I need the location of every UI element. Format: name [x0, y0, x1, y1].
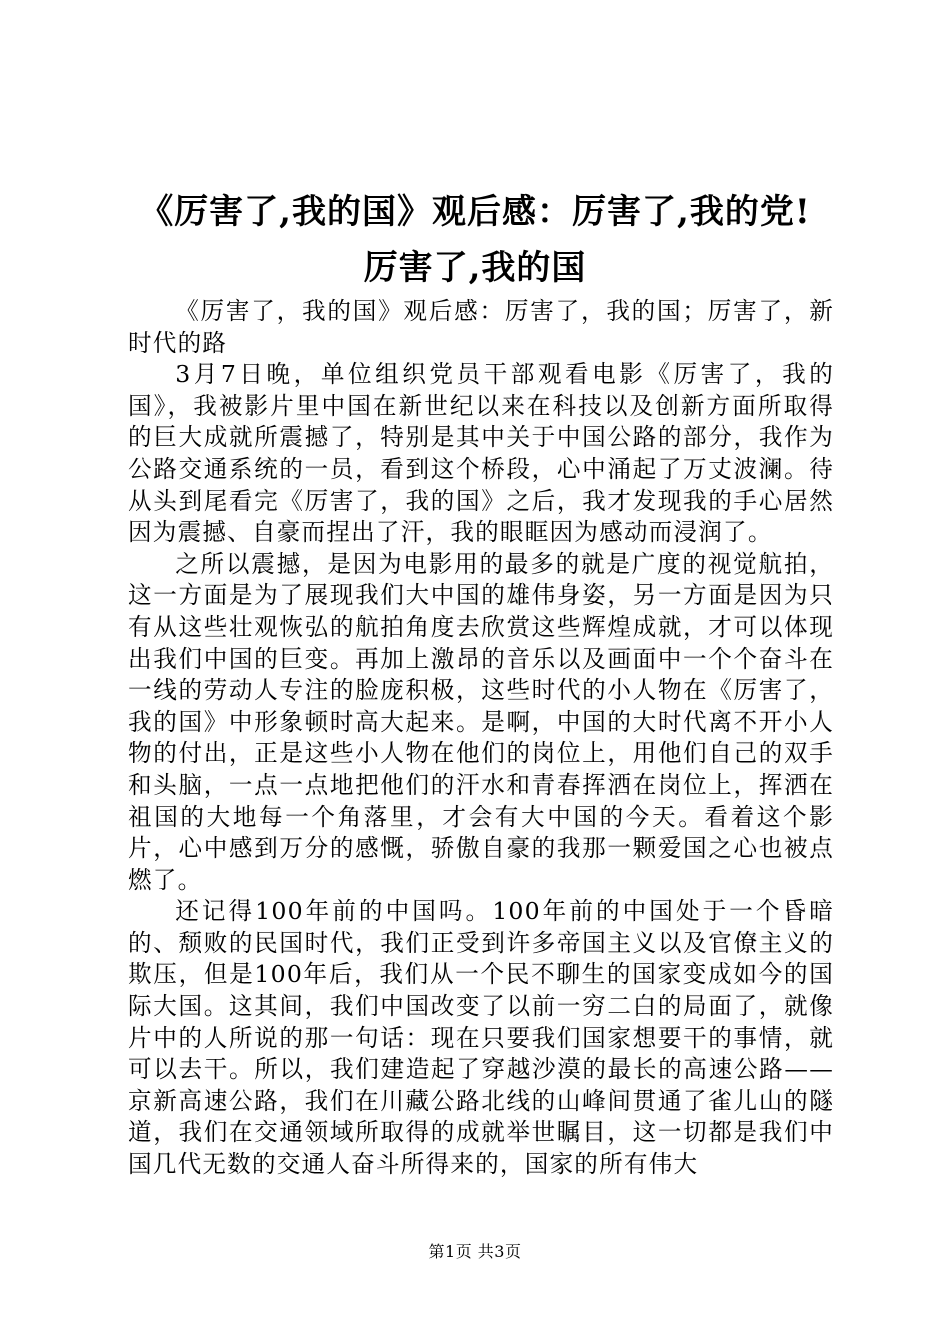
document-body [128, 296, 834, 1181]
document-title-line-2: 厉害了,我的国 [363, 248, 587, 288]
paragraph-1: 《厉害了，我的国》观后感：厉害了，我的国；厉害了，新时代的路 [128, 297, 834, 357]
paragraph-4: 还记得100年前的中国吗。100年前的中国处于一个昏暗的、颓败的民国时代，我们正受到许多帝国主义以及官僚主义的欺压，但是100年后，我们从一个民不聊生的国家变成如今的国际大国。这其间，我们中国改变了以前一穷二白的局面了，就像片中的人所说的那一句话：现在只要我们国家想要干的事情，就可以去干。所以，我们建造起了穿越沙漠的最长的高速公路——京新高速公路，我们在川藏公路北线的山峰间贯通了雀儿山的隧道，我们在交通领域所取得的成就举世瞩目，这一切都是我们中国几代无数的交通人奋斗所得来的，国家的所有伟大 [128, 897, 834, 1179]
paragraph-3: 之所以震撼，是因为电影用的最多的就是广度的视觉航拍，这一方面是为了展现我们大中国的雄伟身姿，另一方面是因为只有从这些壮观恢弘的航拍角度去欣赏这些辉煌成就，才可以体现出我们中国的巨变。再加上激昂的音乐以及画面中一个个奋斗在一线的劳动人专注的脸庞积极，这些时代的小人物在《厉害了，我的国》中形象顿时高大起来。是啊，中国的大时代离不开小人物的付出，正是这些小人物在他们的岗位上，用他们自己的双手和头脑，一点一点地把他们的汗水和青春挥洒在岗位上，挥洒在祖国的大地每一个角落里，才会有大中国的今天。看着这个影片，心中感到万分的感慨，骄傲自豪的我那一颗爱国之心也被点燃了。 [128, 549, 834, 894]
document-title-line-1: 《厉害了,我的国》观后感：厉害了,我的党! [139, 192, 811, 232]
paragraph-2: 3月7日晚，单位组织党员干部观看电影《厉害了，我的国》，我被影片里中国在新世纪以来在科技以及创新方面所取得的巨大成就所震撼了，特别是其中关于中国公路的部分，我作为公路交通系统的一员，看到这个桥段，心中涌起了万丈波澜。待从头到尾看完《厉害了，我的国》之后，我才发现我的手心居然因为震撼、自豪而捏出了汗，我的眼眶因为感动而浸润了。 [128, 360, 834, 547]
page-number-footer: 第1页 共3页 [428, 1242, 522, 1261]
